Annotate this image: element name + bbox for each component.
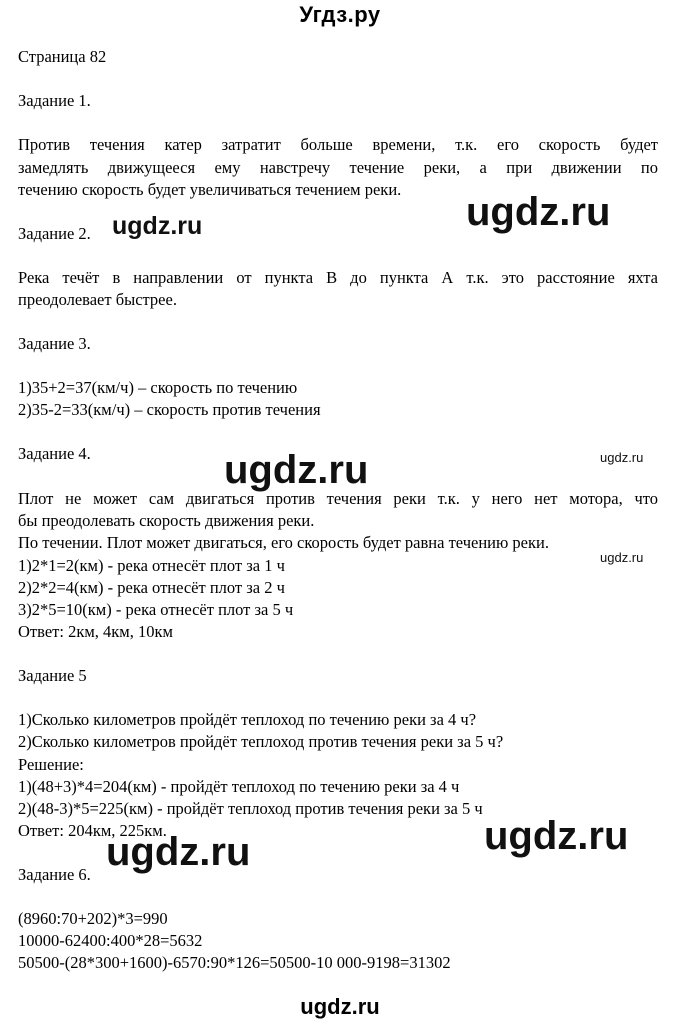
task-5-answer: Ответ: 204км, 225км. (18, 821, 167, 840)
task-6-title: Задание 6. (18, 865, 91, 884)
task-4-line-4: 1)2*1=2(км) - река отнесёт плот за 1 ч (18, 556, 285, 575)
watermark-6: ugdz.ru (484, 814, 629, 858)
task-4-line-6: 3)2*5=10(км) - река отнесёт плот за 5 ч (18, 600, 294, 619)
task-6-line-3: 50500-(28*300+1600)-6570:90*126=50500-10 000-9198=31302 (18, 953, 451, 972)
task-2-line-1: Река течёт в направлении от пункта В до пункта А т.к. это расстояние яхта (18, 268, 658, 287)
task-5-line-4: 1)(48+3)*4=204(км) - пройдёт теплоход по течению реки за 4 ч (18, 777, 460, 796)
task-5-line-3: Решение: (18, 755, 84, 774)
watermark-7: ugdz.ru (106, 830, 251, 874)
task-1-title: Задание 1. (18, 91, 91, 110)
task-1-line-2: замедлять движущееся ему навстречу течение реки, а при движении по (18, 158, 658, 177)
task-5-title: Задание 5 (18, 666, 87, 685)
task-4-line-5: 2)2*2=4(км) - река отнесёт плот за 2 ч (18, 578, 285, 597)
task-1-line-3: течению скорость будет увеличиваться течением реки. (18, 180, 402, 199)
task-5-line-2: 2)Сколько километров пройдёт теплоход против течения реки за 5 ч? (18, 732, 504, 751)
task-3-line-1: 1)35+2=37(км/ч) – скорость по течению (18, 378, 298, 397)
task-5-line-1: 1)Сколько километров пройдёт теплоход по течению реки за 4 ч? (18, 710, 477, 729)
watermark-3: ugdz.ru (600, 450, 644, 465)
task-3-line-2: 2)35-2=33(км/ч) – скорость против течения (18, 400, 321, 419)
watermark-4: ugdz.ru (224, 448, 369, 492)
task-1-line-1: Против течения катер затратит больше времени, т.к. его скорость будет (18, 135, 658, 154)
task-4-line-1: Плот не может сам двигаться против течения реки т.к. у него нет мотора, что (18, 489, 658, 508)
task-6-line-1: (8960:70+202)*3=990 (18, 909, 168, 928)
task-5-line-5: 2)(48-3)*5=225(км) - пройдёт теплоход против течения реки за 5 ч (18, 799, 483, 818)
task-2-title: Задание 2. (18, 224, 91, 243)
site-footer: ugdz.ru (300, 994, 380, 1019)
watermark-2: ugdz.ru (466, 190, 611, 234)
task-6-line-2: 10000-62400:400*28=5632 (18, 931, 203, 950)
task-2-line-2: преодолевает быстрее. (18, 290, 177, 309)
task-4-answer: Ответ: 2км, 4км, 10км (18, 622, 173, 641)
watermark-5: ugdz.ru (600, 550, 644, 565)
site-header-title: Угдз.ру (299, 2, 381, 27)
watermark-1: ugdz.ru (112, 212, 203, 240)
task-4-line-3: По течении. Плот может двигаться, его скорость будет равна течению реки. (18, 533, 549, 552)
task-3-title: Задание 3. (18, 334, 91, 353)
page-number: Страница 82 (18, 47, 107, 66)
task-4-line-2: бы преодолевать скорость движения реки. (18, 511, 315, 530)
task-4-title: Задание 4. (18, 444, 91, 463)
